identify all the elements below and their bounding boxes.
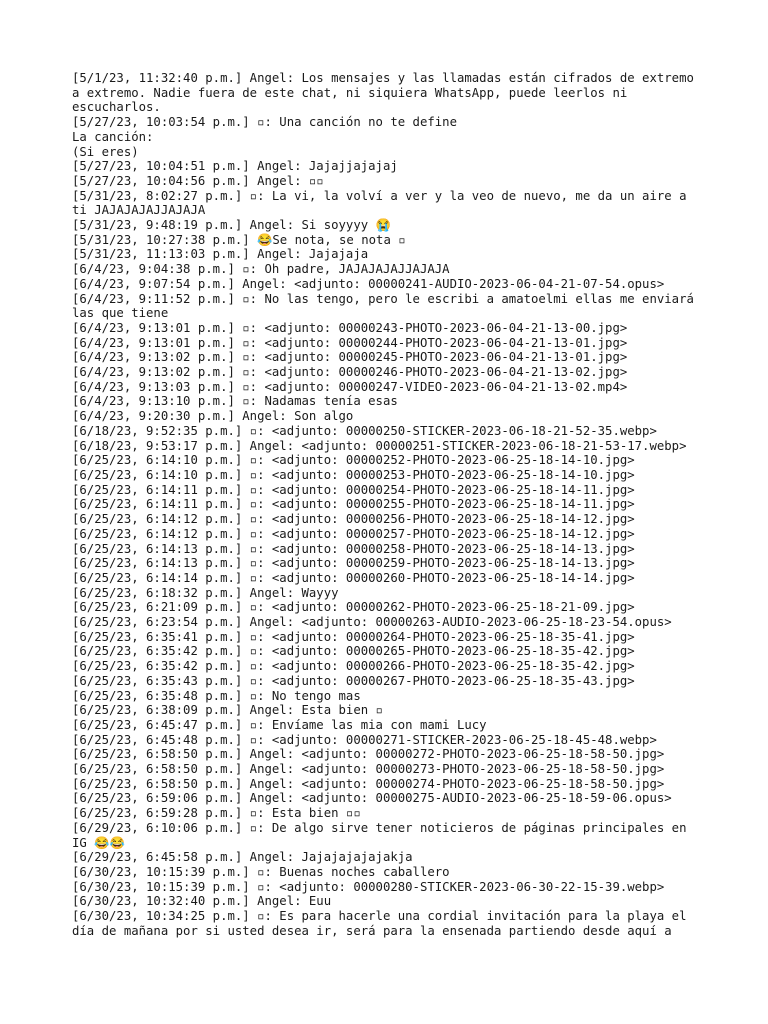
chat-message-line: [5/31/23, 9:48:19 p.m.] Angel: Si soyyyy 😭 [72, 218, 391, 233]
chat-message-line: [6/25/23, 6:35:48 p.m.] ▫: No tengo mas [72, 688, 361, 703]
chat-message-line: [6/25/23, 6:58:50 p.m.] Angel: <adjunto: 00000274-PHOTO-2023-06-25-18-58-50.jpg> [72, 776, 665, 791]
chat-message-line: [6/25/23, 6:58:50 p.m.] Angel: <adjunto: 00000272-PHOTO-2023-06-25-18-58-50.jpg> [72, 747, 665, 762]
chat-message-line: [5/27/23, 10:03:54 p.m.] ▫: Una canción no te define [72, 115, 457, 130]
chat-message-line: [5/1/23, 11:32:40 p.m.] Angel: Los mensajes y las llamadas están cifrados de extremo a extremo. Nadie fuera de este chat, ni siquiera WhatsApp, puede leerlos ni escucharlos. [72, 71, 702, 115]
chat-message-line: [6/25/23, 6:45:47 p.m.] ▫: Envíame las mia con mami Lucy [72, 717, 487, 732]
chat-message-line: [6/30/23, 10:34:25 p.m.] ▫: Es para hacerle una cordial invitación para la playa el día de mañana por si usted desea ir, será para la ensenada partiendo desde aquí a [72, 909, 694, 938]
chat-message-line: [6/4/23, 9:13:10 p.m.] ▫: Nadamas tenía esas [72, 394, 398, 409]
chat-message-line: [6/25/23, 6:45:48 p.m.] ▫: <adjunto: 00000271-STICKER-2023-06-25-18-45-48.webp> [72, 732, 657, 747]
chat-message-line: [6/4/23, 9:11:52 p.m.] ▫: No las tengo, pero le escribi a amatoelmi ellas me enviará las que tiene [72, 291, 702, 321]
chat-message-line: [6/4/23, 9:13:01 p.m.] ▫: <adjunto: 00000244-PHOTO-2023-06-04-21-13-01.jpg> [72, 335, 628, 350]
chat-message-line: [6/25/23, 6:59:06 p.m.] Angel: <adjunto: 00000275-AUDIO-2023-06-25-18-59-06.opus> [72, 791, 672, 806]
chat-message-line: [6/4/23, 9:13:03 p.m.] ▫: <adjunto: 00000247-VIDEO-2023-06-04-21-13-02.mp4> [72, 379, 628, 394]
chat-message-line: [5/27/23, 10:04:56 p.m.] Angel: ▫▫ [72, 173, 324, 188]
chat-message-line: [6/25/23, 6:21:09 p.m.] ▫: <adjunto: 00000262-PHOTO-2023-06-25-18-21-09.jpg> [72, 600, 635, 615]
message-list [72, 71, 704, 938]
chat-message-line: [6/25/23, 6:59:28 p.m.] ▫: Esta bien ▫▫ [72, 806, 361, 821]
chat-transcript [72, 71, 704, 938]
chat-message-line: [6/25/23, 6:14:11 p.m.] ▫: <adjunto: 00000254-PHOTO-2023-06-25-18-14-11.jpg> [72, 482, 635, 497]
chat-message-line: [6/18/23, 9:53:17 p.m.] Angel: <adjunto: 00000251-STICKER-2023-06-18-21-53-17.webp> [72, 438, 687, 453]
chat-message-line: [6/29/23, 6:10:06 p.m.] ▫: De algo sirve tener noticieros de páginas principales en IG 😂😂 [72, 820, 694, 850]
chat-message-line: [6/30/23, 10:15:39 p.m.] ▫: <adjunto: 00000280-STICKER-2023-06-30-22-15-39.webp> [72, 879, 665, 894]
chat-message-line: [6/25/23, 6:14:13 p.m.] ▫: <adjunto: 00000259-PHOTO-2023-06-25-18-14-13.jpg> [72, 556, 635, 571]
chat-message-line: [6/30/23, 10:15:39 p.m.] ▫: Buenas noches caballero [72, 864, 450, 879]
chat-message-line: [6/4/23, 9:20:30 p.m.] Angel: Son algo [72, 409, 354, 424]
chat-message-line: [6/25/23, 6:18:32 p.m.] Angel: Wayyy [72, 585, 339, 600]
chat-message-line: [6/25/23, 6:14:14 p.m.] ▫: <adjunto: 00000260-PHOTO-2023-06-25-18-14-14.jpg> [72, 570, 635, 585]
chat-message-line: [6/30/23, 10:32:40 p.m.] Angel: Euu [72, 894, 332, 909]
chat-message-line: [5/31/23, 8:02:27 p.m.] ▫: La vi, la volví a ver y la veo de nuevo, me da un aire a ti JAJAJAJAJJAJAJA [72, 188, 694, 218]
chat-message-line: (Si eres) [72, 144, 139, 159]
chat-message-line: [6/4/23, 9:04:38 p.m.] ▫: Oh padre, JAJAJAJAJJAJAJA [72, 262, 450, 277]
chat-message-line: [6/29/23, 6:45:58 p.m.] Angel: Jajajajajajakja [72, 850, 413, 865]
chat-message-line: La canción: [72, 129, 154, 144]
chat-message-line: [6/4/23, 9:13:02 p.m.] ▫: <adjunto: 00000246-PHOTO-2023-06-04-21-13-02.jpg> [72, 365, 628, 380]
chat-message-line: [6/25/23, 6:58:50 p.m.] Angel: <adjunto: 00000273-PHOTO-2023-06-25-18-58-50.jpg> [72, 762, 665, 777]
chat-message-line: [6/25/23, 6:14:13 p.m.] ▫: <adjunto: 00000258-PHOTO-2023-06-25-18-14-13.jpg> [72, 541, 635, 556]
chat-message-line: [6/25/23, 6:35:42 p.m.] ▫: <adjunto: 00000265-PHOTO-2023-06-25-18-35-42.jpg> [72, 644, 635, 659]
chat-message-line: [6/18/23, 9:52:35 p.m.] ▫: <adjunto: 00000250-STICKER-2023-06-18-21-52-35.webp> [72, 423, 657, 438]
chat-message-line: [6/25/23, 6:14:12 p.m.] ▫: <adjunto: 00000256-PHOTO-2023-06-25-18-14-12.jpg> [72, 512, 635, 527]
chat-message-line: [6/25/23, 6:14:12 p.m.] ▫: <adjunto: 00000257-PHOTO-2023-06-25-18-14-12.jpg> [72, 526, 635, 541]
chat-message-line: [6/25/23, 6:14:10 p.m.] ▫: <adjunto: 00000252-PHOTO-2023-06-25-18-14-10.jpg> [72, 453, 635, 468]
chat-message-line: [6/4/23, 9:13:02 p.m.] ▫: <adjunto: 00000245-PHOTO-2023-06-04-21-13-01.jpg> [72, 350, 628, 365]
chat-message-line: [6/25/23, 6:14:10 p.m.] ▫: <adjunto: 00000253-PHOTO-2023-06-25-18-14-10.jpg> [72, 467, 635, 482]
chat-message-line: [6/4/23, 9:07:54 p.m.] Angel: <adjunto: 00000241-AUDIO-2023-06-04-21-07-54.opus> [72, 276, 665, 291]
chat-message-line: [6/25/23, 6:35:43 p.m.] ▫: <adjunto: 00000267-PHOTO-2023-06-25-18-35-43.jpg> [72, 673, 635, 688]
chat-message-line: [6/25/23, 6:14:11 p.m.] ▫: <adjunto: 00000255-PHOTO-2023-06-25-18-14-11.jpg> [72, 497, 635, 512]
chat-message-line: [5/31/23, 10:27:38 p.m.] 😂Se nota, se nota ▫ [72, 232, 406, 247]
chat-message-line: [5/27/23, 10:04:51 p.m.] Angel: Jajajjajajaj [72, 159, 398, 174]
chat-message-line: [6/25/23, 6:35:41 p.m.] ▫: <adjunto: 00000264-PHOTO-2023-06-25-18-35-41.jpg> [72, 629, 635, 644]
chat-message-line: [6/25/23, 6:23:54 p.m.] Angel: <adjunto: 00000263-AUDIO-2023-06-25-18-23-54.opus> [72, 615, 672, 630]
chat-message-line: [6/25/23, 6:35:42 p.m.] ▫: <adjunto: 00000266-PHOTO-2023-06-25-18-35-42.jpg> [72, 659, 635, 674]
chat-message-line: [5/31/23, 11:13:03 p.m.] Angel: Jajajaja [72, 247, 369, 262]
chat-message-line: [6/25/23, 6:38:09 p.m.] Angel: Esta bien ▫ [72, 703, 383, 718]
chat-message-line: [6/4/23, 9:13:01 p.m.] ▫: <adjunto: 00000243-PHOTO-2023-06-04-21-13-00.jpg> [72, 320, 628, 335]
